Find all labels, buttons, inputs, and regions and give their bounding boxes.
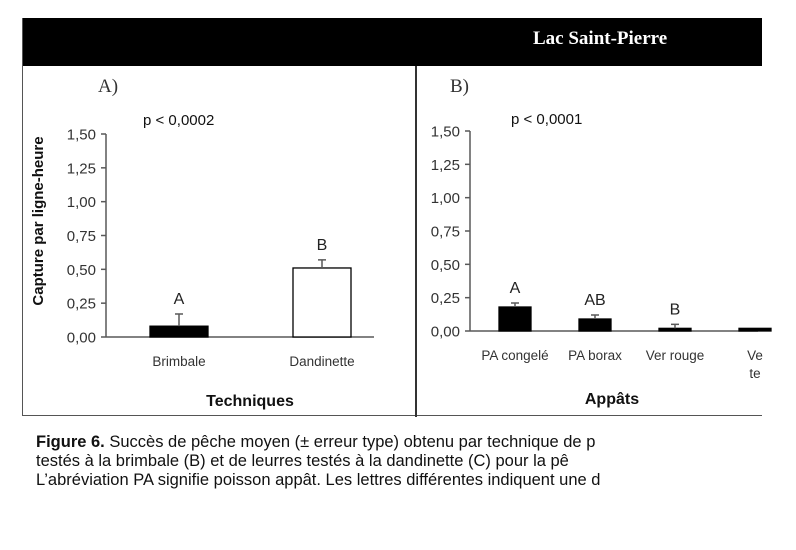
y-tick-label: 1,25 [430, 156, 460, 174]
x-tick-label: Dandinette [289, 354, 355, 369]
bar [739, 328, 771, 331]
bar [293, 268, 351, 337]
y-tick-label: 0,75 [430, 223, 460, 241]
significance-letter: B [316, 236, 328, 254]
y-tick-label: 0,25 [66, 295, 96, 313]
y-tick-label: 1,25 [66, 160, 96, 178]
significance-letter: A [173, 290, 185, 308]
y-tick-label: 1,00 [66, 194, 96, 212]
caption-line-3: L’abréviation PA signifie poisson appât. Les lettres différentes indiquent une d [36, 471, 601, 489]
y-tick-label: 0,25 [430, 290, 460, 308]
y-tick-label: 1,50 [430, 123, 460, 141]
x-tick-label: Ver rouge [645, 348, 705, 363]
caption-line-1: Succès de pêche moyen (± erreur type) obtenu par technique de p [104, 433, 596, 451]
x-tick-label: te [749, 366, 761, 381]
x-tick-label: Ve [747, 348, 763, 363]
y-tick-label: 0,00 [430, 323, 460, 341]
y-tick-label: 0,50 [430, 256, 460, 274]
significance-letter: AB [584, 292, 606, 309]
panel-a-pvalue: p < 0,0002 [143, 112, 215, 129]
y-tick-label: 1,00 [430, 190, 460, 208]
bar [499, 307, 531, 331]
y-tick-label: 0,75 [66, 228, 96, 245]
y-axis-label: Capture par ligne-heure [30, 136, 47, 306]
caption-line-2: testés à la brimbale (B) et de leurres testés à la dandinette (C) pour la pê [36, 452, 569, 470]
header-title: Lac Saint-Pierre [533, 28, 668, 49]
figure-caption [36, 433, 796, 490]
chart-b [418, 66, 763, 416]
bar [659, 328, 691, 331]
bar [150, 326, 208, 337]
panel-divider [415, 66, 417, 417]
y-tick-label: 0,00 [66, 329, 96, 347]
x-tick-label: PA congelé [481, 348, 549, 363]
panel-b-label: B) [450, 76, 469, 97]
panel-b-pvalue: p < 0,0001 [511, 111, 583, 128]
chart-a [24, 66, 414, 416]
significance-letter: A [509, 280, 521, 297]
caption-label: Figure 6. [36, 433, 105, 451]
x-tick-label: PA borax [568, 348, 622, 363]
bar [579, 319, 611, 331]
x-axis-label: Techniques [206, 393, 294, 410]
y-tick-label: 1,50 [66, 126, 96, 144]
x-axis-label: Appâts [584, 391, 640, 408]
y-tick-label: 0,50 [66, 261, 96, 279]
x-tick-label: Brimbale [152, 354, 206, 369]
significance-letter: B [669, 301, 681, 319]
panel-a-label: A) [98, 76, 119, 97]
